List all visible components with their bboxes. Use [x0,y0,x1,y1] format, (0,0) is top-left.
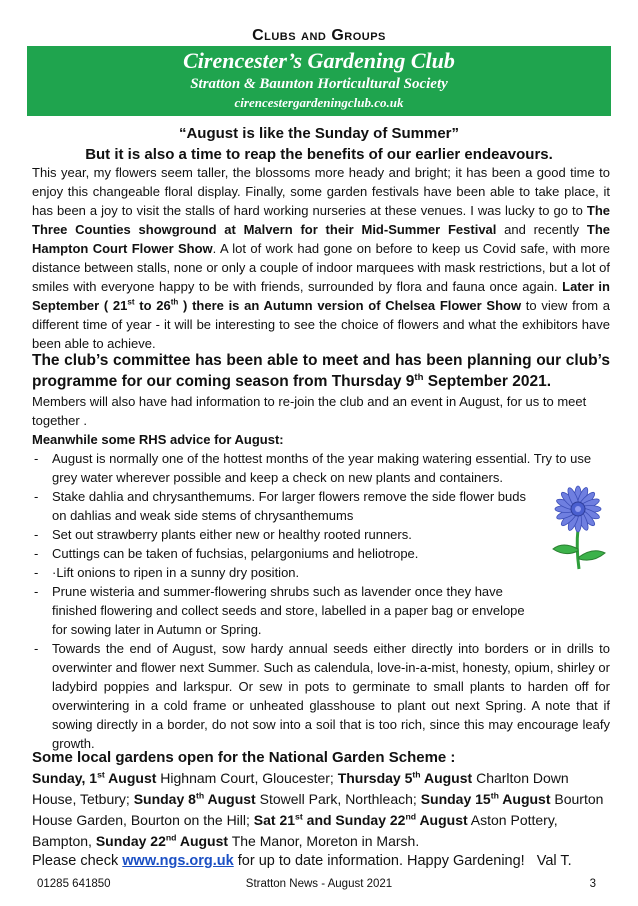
ngs-heading: Some local gardens open for the National Garden Scheme : [32,749,456,766]
list-item: - August is normally one of the hottest months of the year making watering essential. Try to use grey water wherever possible and keep a check on new plants and containers. [32,449,610,487]
autumn-chelsea: Later in September ( 21st to 26th ) there is an Autumn version of Chelsea Flower Show [32,279,610,313]
garden-place: Highnam Court, Gloucester; [156,770,338,786]
garden-date: Thursday 5th August [337,769,473,786]
garden-date: Sunday, 1st August [32,769,157,786]
intro-text-4: to view from a different time of year - it will be interesting to see the choice of flowers and what the exhibitors have been able to achieve. [32,298,611,351]
garden-date: Sat 21st and Sunday 22nd August [253,811,468,828]
garden-place: Charlton Down House, Tetbury; [32,770,569,807]
quote-line-2: But it is also a time to reap the benefits of our earlier endeavours. [85,146,553,163]
page-number: 3 [589,878,596,890]
society-name: Stratton & Baunton Horticultural Society [190,76,448,92]
author-signature: Val T. [536,853,572,869]
intro-text-3: . A lot of work had gone on before to keep us Covid safe, with more distance between stalls, none or only a couple of indoor marquees with mask restrictions, but a lot of smiles with everyone happy to be with friends, surrounded by flora and fauna once again. [32,241,610,294]
ngs-link[interactable]: www.ngs.org.uk [122,853,234,869]
garden-place: Stowell Park, Northleach; [255,791,421,807]
garden-place: The Manor, Moreton in Marsh. [228,833,420,849]
intro-text-2: and recently [496,222,587,237]
rhs-heading: Meanwhile some RHS advice for August: [32,432,284,447]
committee-announcement: The club’s committee has been able to meet and has been planning our club’s programme for our coming season from Thursday 9th September 2021. [32,352,610,390]
club-banner [27,46,611,116]
closing-line: Please check www.ngs.org.uk for up to date information. Happy Gardening! Val T. [32,853,572,869]
list-item: - ·Lift onions to ripen in a sunny dry position. [32,563,610,582]
garden-date: Sunday 15th August [420,790,551,807]
quote-line-1: “August is like the Sunday of Summer” [178,125,460,142]
footer-phone: 01285 641850 [37,878,111,890]
garden-place: Aston Pottery, Bampton, [32,812,558,849]
list-item: - Stake dahlia and chrysanthemums. For larger flowers remove the side flower buds on dahlias and weak side stems of chrysanthemums [32,487,540,525]
members-paragraph: Members will also have had information to re-join the club and an event in August, for us to meet together . [32,394,587,428]
aster-flower-icon [545,485,611,571]
intro-text-1: This year, my flowers seem taller, the blossoms more heady and bright; it has been a good time to enjoy this changeable floral display. Finally, some garden festivals have been able to take place, it has been a joy to visit the stalls of hard working nurseries at these venues. I was lucky to go to [32,165,610,218]
list-item: - Set out strawberry plants either new or healthy rooted runners. [32,525,610,544]
garden-date: Sunday 8th August [133,790,256,807]
list-item: - Towards the end of August, sow hardy annual seeds either directly into borders or in drills to overwinter and flower next Summer. Such as calendula, love-in-a-mist, honesty, opium, shirley or ladybird poppies and larkspur. Or sew in pots to germinate to small plants to harden off for overwintering in a cold frame or unheated glasshouse to plant out next Spring. A note that if sowing directly in a border, do not sow into a soil that is too rich, since this may encourage leafy growth. [32,639,610,753]
malvern-festival: The Three Counties showground at Malvern for their Mid-Summer Festival [32,203,610,237]
rhs-advice-list [32,449,610,753]
club-name: Cirencester’s Gardening Club [183,48,455,73]
list-item: - Prune wisteria and summer-flowering shrubs such as lavender once they have finished flowering and collect seeds and store, labelled in a paper bag or envelope for sowing later in Autumn or Spring. [32,582,540,639]
intro-paragraph [32,163,610,353]
ngs-gardens [32,768,610,852]
list-item: - Cuttings can be taken of fuchsias, pelargoniums and heliotrope. [32,544,610,563]
garden-place: Bourton House Garden, Bourton on the Hill; [32,791,604,828]
section-title: Clubs and Groups [252,27,386,44]
hampton-court-show: The Hampton Court Flower Show [32,222,610,256]
club-website: cirencestergardeningclub.co.uk [234,95,404,110]
garden-date: Sunday 22nd August [95,832,229,849]
footer-publication: Stratton News - August 2021 [245,878,393,890]
